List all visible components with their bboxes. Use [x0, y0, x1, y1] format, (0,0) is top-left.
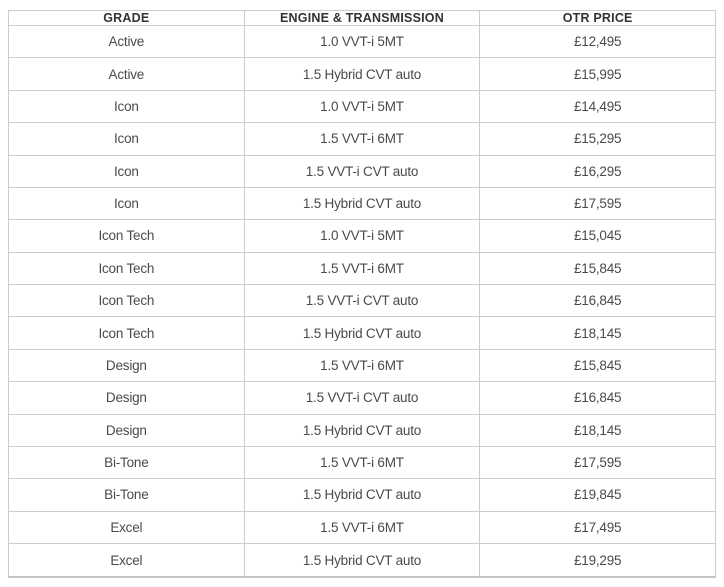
price-cell: £19,845	[480, 479, 716, 511]
grade-cell: Active	[9, 58, 245, 90]
table-row	[9, 187, 716, 219]
grade-cell: Icon Tech	[9, 252, 245, 284]
price-table	[8, 10, 716, 578]
engine-cell: 1.5 VVT-i 6MT	[244, 252, 480, 284]
price-cell: £15,045	[480, 220, 716, 252]
grade-cell: Design	[9, 382, 245, 414]
table-row	[9, 123, 716, 155]
table-row	[9, 511, 716, 543]
price-cell: £17,495	[480, 511, 716, 543]
grade-cell: Icon	[9, 123, 245, 155]
grade-cell: Excel	[9, 544, 245, 578]
engine-cell: 1.5 Hybrid CVT auto	[244, 187, 480, 219]
price-cell: £16,295	[480, 155, 716, 187]
price-cell: £17,595	[480, 446, 716, 478]
price-cell: £16,845	[480, 382, 716, 414]
table-row	[9, 382, 716, 414]
price-cell: £17,595	[480, 187, 716, 219]
engine-cell: 1.0 VVT-i 5MT	[244, 90, 480, 122]
engine-cell: 1.5 Hybrid CVT auto	[244, 479, 480, 511]
table-row	[9, 544, 716, 578]
engine-cell: 1.5 VVT-i 6MT	[244, 511, 480, 543]
grade-cell: Icon Tech	[9, 220, 245, 252]
table-body	[9, 26, 716, 578]
price-cell: £12,495	[480, 26, 716, 58]
table-row	[9, 317, 716, 349]
table-row	[9, 58, 716, 90]
engine-cell: 1.5 Hybrid CVT auto	[244, 414, 480, 446]
table-row	[9, 479, 716, 511]
engine-cell: 1.5 Hybrid CVT auto	[244, 58, 480, 90]
table-row	[9, 349, 716, 381]
table-header-row	[9, 11, 716, 26]
engine-cell: 1.5 Hybrid CVT auto	[244, 544, 480, 578]
grade-cell: Icon	[9, 155, 245, 187]
table-row	[9, 220, 716, 252]
engine-cell: 1.5 Hybrid CVT auto	[244, 317, 480, 349]
engine-cell: 1.0 VVT-i 5MT	[244, 220, 480, 252]
price-cell: £15,295	[480, 123, 716, 155]
table-row	[9, 26, 716, 58]
engine-cell: 1.5 VVT-i 6MT	[244, 446, 480, 478]
grade-cell: Bi-Tone	[9, 446, 245, 478]
grade-cell: Icon	[9, 90, 245, 122]
grade-cell: Active	[9, 26, 245, 58]
price-cell: £18,145	[480, 414, 716, 446]
engine-cell: 1.0 VVT-i 5MT	[244, 26, 480, 58]
grade-cell: Design	[9, 414, 245, 446]
grade-cell: Design	[9, 349, 245, 381]
table-row	[9, 285, 716, 317]
engine-cell: 1.5 VVT-i CVT auto	[244, 155, 480, 187]
price-cell: £15,845	[480, 349, 716, 381]
table-row	[9, 252, 716, 284]
table-row	[9, 155, 716, 187]
price-cell: £15,845	[480, 252, 716, 284]
grade-cell: Icon Tech	[9, 285, 245, 317]
grade-cell: Icon	[9, 187, 245, 219]
engine-cell: 1.5 VVT-i 6MT	[244, 349, 480, 381]
grade-cell: Excel	[9, 511, 245, 543]
column-header-grade: GRADE	[9, 11, 245, 26]
engine-cell: 1.5 VVT-i CVT auto	[244, 285, 480, 317]
price-cell: £19,295	[480, 544, 716, 578]
table-head	[9, 11, 716, 26]
price-cell: £18,145	[480, 317, 716, 349]
price-cell: £16,845	[480, 285, 716, 317]
grade-cell: Bi-Tone	[9, 479, 245, 511]
table-row	[9, 446, 716, 478]
table-row	[9, 90, 716, 122]
table-row	[9, 414, 716, 446]
price-cell: £15,995	[480, 58, 716, 90]
price-cell: £14,495	[480, 90, 716, 122]
engine-cell: 1.5 VVT-i 6MT	[244, 123, 480, 155]
column-header-engine-transmission: ENGINE & TRANSMISSION	[244, 11, 480, 26]
engine-cell: 1.5 VVT-i CVT auto	[244, 382, 480, 414]
column-header-otr-price: OTR PRICE	[480, 11, 716, 26]
grade-cell: Icon Tech	[9, 317, 245, 349]
